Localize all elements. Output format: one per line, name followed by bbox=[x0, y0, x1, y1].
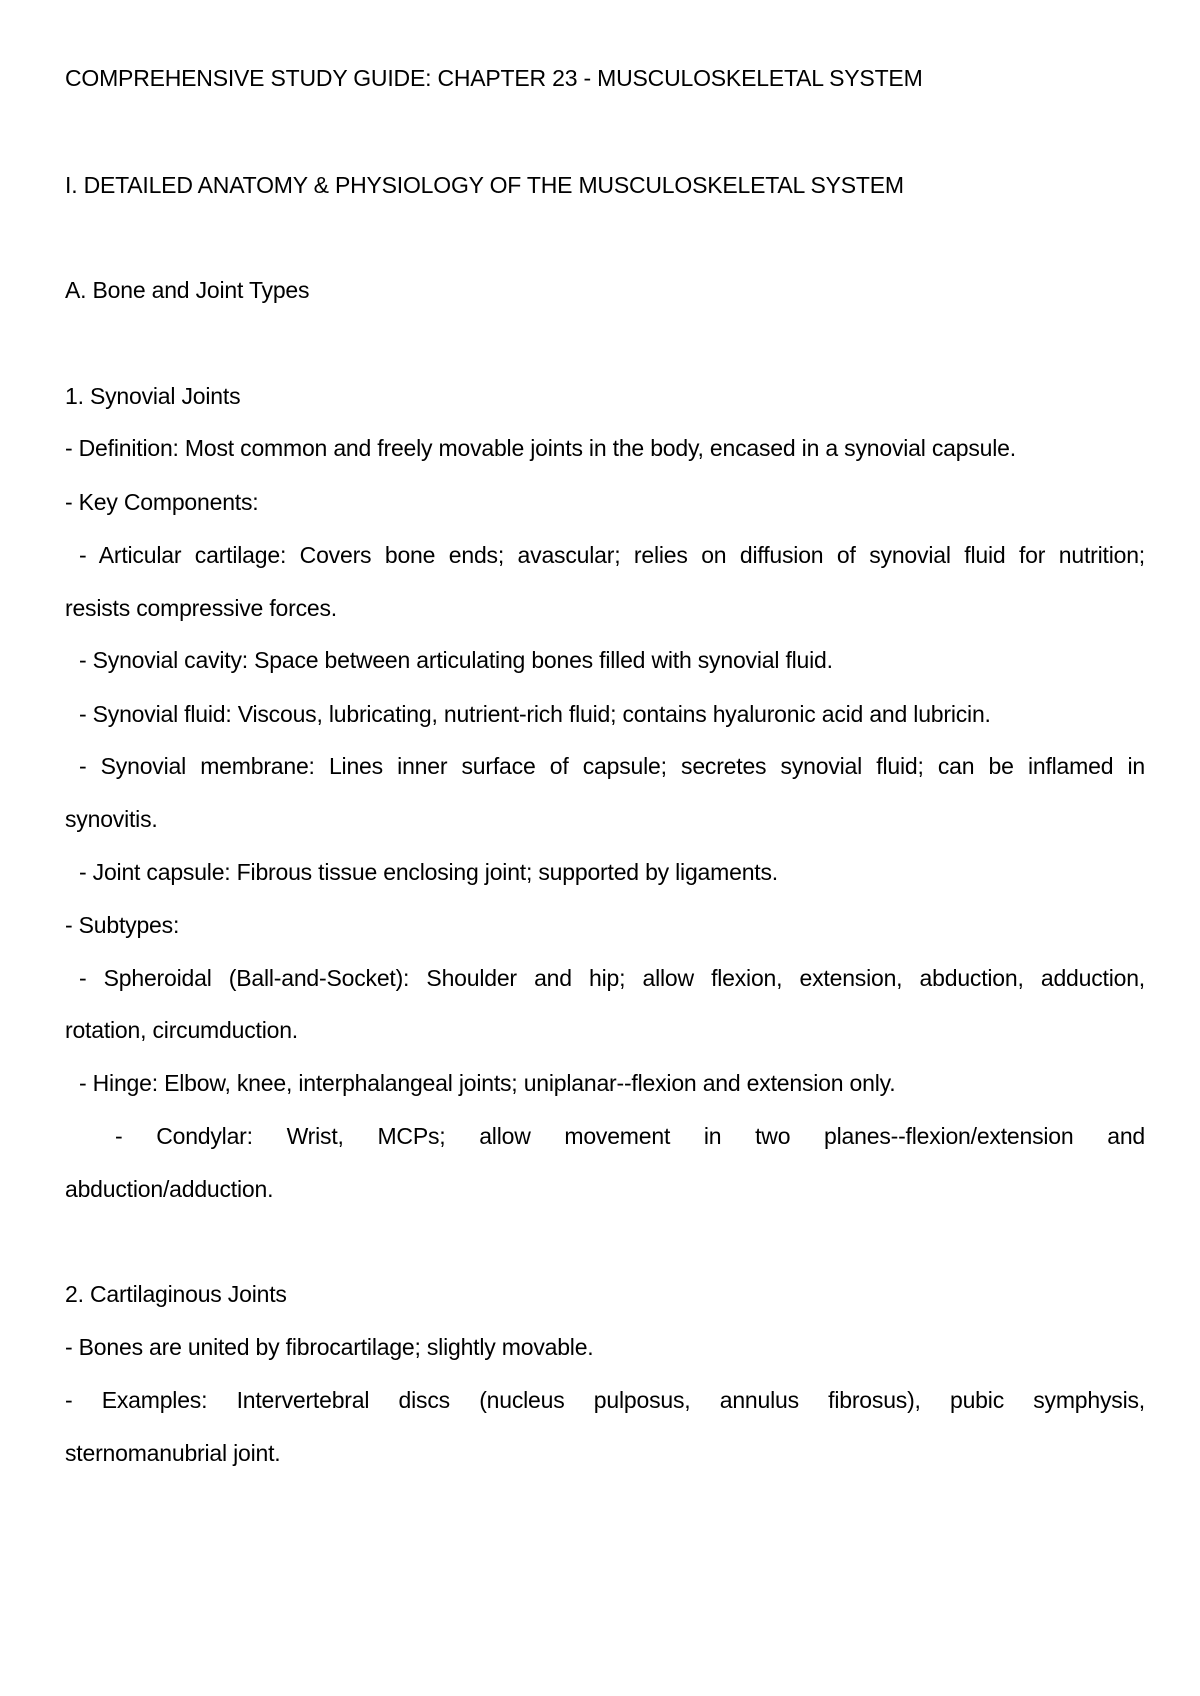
hinge-item: - Hinge: Elbow, knee, interphalangeal joints; uniplanar--flexion and extension only. bbox=[79, 1070, 896, 1096]
subtypes-label: - Subtypes: bbox=[65, 912, 180, 938]
condylar-line2: abduction/adduction. bbox=[65, 1176, 274, 1202]
synovial-membrane-line1: - Synovial membrane: Lines inner surface of capsule; secretes synovial fluid; can be inflamed in bbox=[79, 753, 1145, 779]
synovial-membrane-line2: synovitis. bbox=[65, 806, 158, 832]
cartilaginous-examples-line1: - Examples: Intervertebral discs (nucleus pulposus, annulus fibrosus), pubic symphysis, bbox=[65, 1387, 1145, 1413]
articular-cartilage-line2: resists compressive forces. bbox=[65, 595, 337, 621]
articular-cartilage-line1: - Articular cartilage: Covers bone ends; avascular; relies on diffusion of synovial fluid for nutrition; bbox=[79, 542, 1145, 568]
cartilaginous-joints-heading: 2. Cartilaginous Joints bbox=[65, 1281, 287, 1307]
spheroidal-line2: rotation, circumduction. bbox=[65, 1017, 298, 1043]
cartilaginous-line1: - Bones are united by fibrocartilage; slightly movable. bbox=[65, 1334, 594, 1360]
subsection-heading: A. Bone and Joint Types bbox=[65, 277, 310, 303]
joint-capsule-item: - Joint capsule: Fibrous tissue enclosing joint; supported by ligaments. bbox=[79, 859, 778, 885]
spheroidal-line1: - Spheroidal (Ball-and-Socket): Shoulder and hip; allow flexion, extension, abduction, adduction, bbox=[79, 965, 1145, 991]
section-heading: I. DETAILED ANATOMY & PHYSIOLOGY OF THE MUSCULOSKELETAL SYSTEM bbox=[65, 172, 904, 198]
synovial-joints-heading: 1. Synovial Joints bbox=[65, 383, 241, 409]
document-title: COMPREHENSIVE STUDY GUIDE: CHAPTER 23 - MUSCULOSKELETAL SYSTEM bbox=[65, 65, 923, 91]
condylar-line1: - Condylar: Wrist, MCPs; allow movement in two planes--flexion/extension and bbox=[115, 1123, 1145, 1149]
synovial-cavity-item: - Synovial cavity: Space between articulating bones filled with synovial fluid. bbox=[79, 647, 833, 673]
cartilaginous-examples-line2: sternomanubrial joint. bbox=[65, 1440, 281, 1466]
synovial-definition: - Definition: Most common and freely movable joints in the body, encased in a synovial capsule. bbox=[65, 435, 1016, 461]
key-components-label: - Key Components: bbox=[65, 489, 259, 515]
synovial-fluid-item: - Synovial fluid: Viscous, lubricating, nutrient-rich fluid; contains hyaluronic acid and lubricin. bbox=[79, 701, 991, 727]
